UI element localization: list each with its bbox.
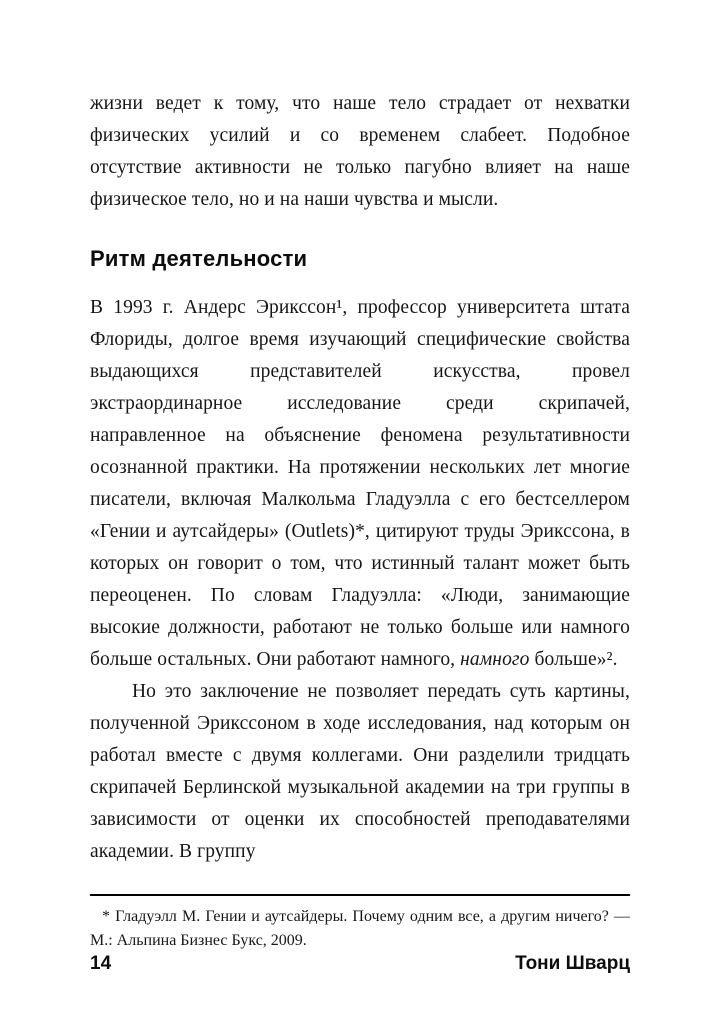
intro-paragraph: жизни ведет к тому, что наше тело страдает от нехватки физических усилий и со временем слабеет. Подобное отсутствие активности не только пагубно влияет на наше физическое тело, но и на наши чувства и мысли. bbox=[90, 93, 630, 210]
footnote-section bbox=[90, 894, 630, 953]
page-number: 14 bbox=[90, 953, 112, 974]
page-footer bbox=[90, 953, 630, 975]
page-body bbox=[90, 88, 630, 868]
footnote-text: * Гладуэлл М. Гении и аутсайдеры. Почему одним все, а другим ничего? — М.: Альпина Бизнес Букс, 2009. bbox=[90, 908, 630, 949]
paragraph-conclusion: Но это заключение не позволяет передать суть картины, полученной Эрикссоном в ходе исследования, над которым он работал вместе с двумя коллегами. Они разделили тридцать скрипачей Берлинской музыкальной академии на три группы в зависимости от оценки их способностей преподавателями академии. В группу bbox=[90, 681, 630, 862]
running-title-author: Тони Шварц bbox=[515, 953, 630, 974]
paragraph-ericsson: В 1993 г. Андерс Эрикссон¹, профессор университета штата Флориды, долгое время изучающий специфические свойства выдающихся представителей искусства, провел экстраординарное исследование среди скрипачей, направленное на объяснение феномена результативности осознанной практики. На протяжении нескольких лет многие писатели, включая Малкольма Гладуэлла с его бестселлером «Гении и аутсайдеры» (Outlets)*, цитируют труды Эрикссона, в которых он говорит о том, что истинный талант может быть переоценен. По словам Гладуэлла: «Люди, занимающие высокие должности, работают не только больше или намного больше остальных. Они работают намного, намного больше»². bbox=[90, 297, 630, 670]
footnote-divider bbox=[90, 894, 630, 896]
section-heading: Ритм деятельности bbox=[90, 246, 308, 271]
